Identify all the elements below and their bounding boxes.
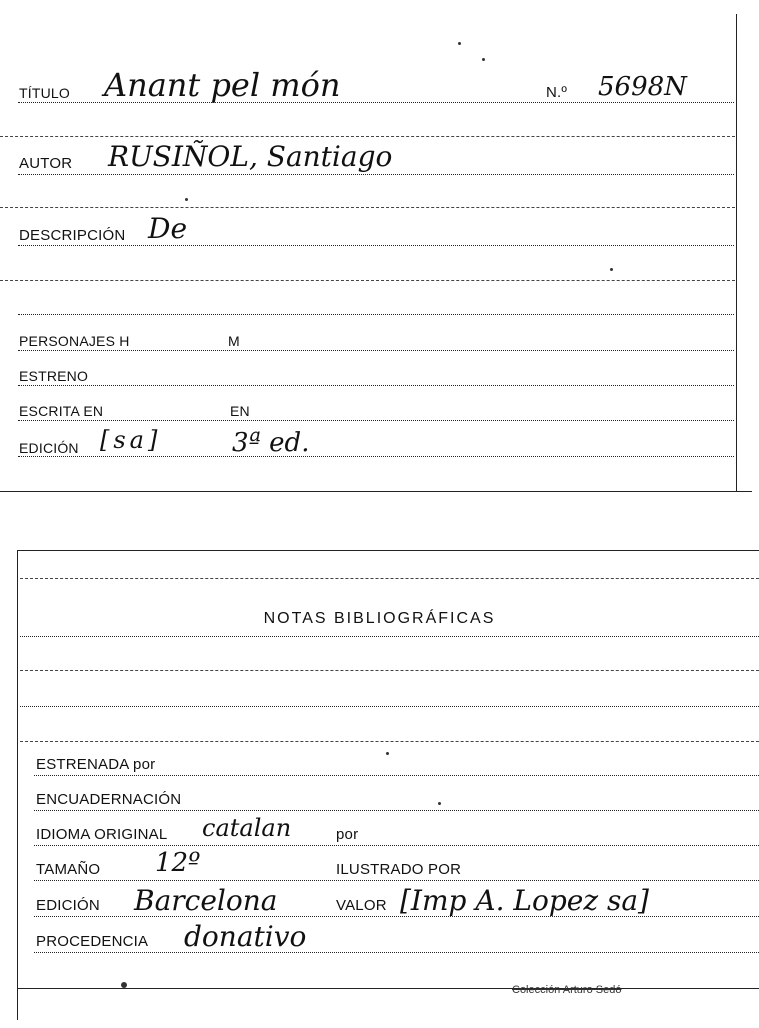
edicion-label: EDICIÓN <box>19 440 79 456</box>
back-line-1 <box>20 578 759 579</box>
autor-value: RUSIÑOL, Santiago <box>108 140 393 173</box>
scan-speck <box>386 752 389 755</box>
ilustrado-label: ILUSTRADO POR <box>336 861 462 878</box>
estreno-line <box>18 385 734 386</box>
front-line-3 <box>0 280 735 281</box>
scan-speck <box>185 198 188 201</box>
titulo-value: Anant pel món <box>104 66 341 104</box>
back-card-footer-rule <box>17 988 759 989</box>
autor-line <box>18 174 734 175</box>
front-line-1 <box>0 136 735 137</box>
back-line-5 <box>20 741 759 742</box>
escrita-line <box>18 420 734 421</box>
front-line-2 <box>0 207 735 208</box>
back-line-2 <box>20 636 759 637</box>
estrenada-line <box>34 775 759 776</box>
edicion-value: [sa] <box>100 426 162 454</box>
edicion-extra: 3ª ed. <box>232 428 310 458</box>
edicion-line <box>18 456 734 457</box>
idioma-line <box>34 845 759 846</box>
idioma-value: catalan <box>202 814 292 842</box>
tamano-label: TAMAÑO <box>36 861 101 878</box>
descripcion-value: De <box>148 212 188 245</box>
procedencia-label: PROCEDENCIA <box>36 933 149 950</box>
encuadernacion-label: ENCUADERNACIÓN <box>36 791 182 808</box>
collection-footer: Colección Arturo Sedó <box>512 984 622 996</box>
idioma-por-label: por <box>336 826 359 843</box>
personajes-m-label: M <box>228 333 240 349</box>
procedencia-line <box>34 952 759 953</box>
back-edicion-value: Barcelona <box>134 884 278 917</box>
scan-speck <box>121 982 127 988</box>
estrenada-label: ESTRENADA por <box>36 756 156 773</box>
back-card-top-edge <box>17 550 759 551</box>
tamano-value: 12º <box>155 848 201 878</box>
descripcion-label: DESCRIPCIÓN <box>19 227 126 244</box>
scan-speck <box>438 802 441 805</box>
encuadernacion-line <box>34 810 759 811</box>
personajes-label: PERSONAJES H <box>19 333 130 349</box>
notas-heading: NOTAS BIBLIOGRÁFICAS <box>263 610 496 627</box>
titulo-line <box>18 102 734 103</box>
back-line-3 <box>20 670 759 671</box>
escrita-label: ESCRITA EN <box>19 403 104 419</box>
scan-speck <box>610 268 613 271</box>
front-line-4 <box>18 314 734 315</box>
tamano-line <box>34 880 759 881</box>
front-card-right-edge <box>736 14 737 492</box>
front-card-bottom-edge <box>0 491 752 492</box>
numero-value: 5698N <box>598 72 687 102</box>
idioma-label: IDIOMA ORIGINAL <box>36 826 168 843</box>
edicion-back-line <box>34 916 759 917</box>
back-edicion-label: EDICIÓN <box>36 897 100 914</box>
numero-label: N.º <box>546 84 568 101</box>
procedencia-value: donativo <box>184 920 307 953</box>
estreno-label: ESTRENO <box>19 368 89 384</box>
escrita-en-label: EN <box>230 403 250 419</box>
personajes-line <box>18 350 734 351</box>
scan-speck <box>482 58 485 61</box>
valor-value: [Imp A. Lopez sa] <box>400 884 649 917</box>
autor-label: AUTOR <box>19 155 73 172</box>
scan-speck <box>458 42 461 45</box>
back-line-4 <box>20 706 759 707</box>
descripcion-line <box>18 245 734 246</box>
titulo-label: TÍTULO <box>19 85 70 101</box>
valor-label: VALOR <box>336 897 387 914</box>
